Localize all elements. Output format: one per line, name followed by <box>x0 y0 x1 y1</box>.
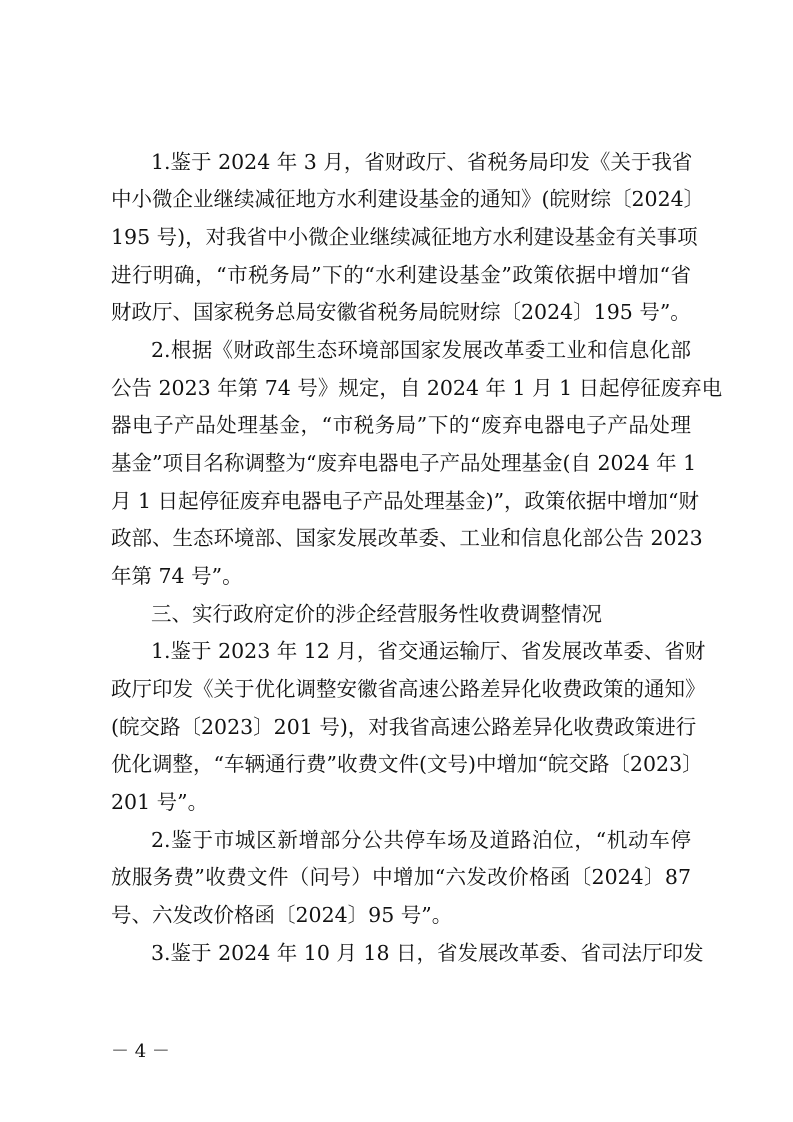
paragraph-line: 195 号)，对我省中小微企业继续减征地方水利建设基金有关事项 <box>111 225 698 249</box>
paragraph-line: 基金”项目名称调整为“废弃电器电子产品处理基金(自 2024 年 1 <box>111 451 697 475</box>
paragraph-line: 政部、生态环境部、国家发展改革委、工业和信息化部公告 2023 <box>111 526 703 550</box>
paragraph-line: 器电子产品处理基金，“市税务局”下的“废弃电器电子产品处理 <box>111 413 691 437</box>
paragraph-line: 号、六发改价格函〔2024〕95 号”。 <box>111 903 453 927</box>
paragraph-line: 优化调整，“车辆通行费”收费文件(文号)中增加“皖交路〔2023〕 <box>111 752 703 776</box>
paragraph-line: 年第 74 号”。 <box>111 564 243 588</box>
paragraph-line: 201 号”。 <box>111 790 209 814</box>
paragraph-line: 2.鉴于市城区新增部分公共停车场及道路泊位，“机动车停 <box>151 828 691 852</box>
paragraph-line: 中小微企业继续减征地方水利建设基金的通知》(皖财综〔2024〕 <box>111 187 705 211</box>
paragraph-line: (皖交路〔2023〕201 号)，对我省高速公路差异化收费政策进行 <box>111 715 697 739</box>
paragraph-line: 月 1 日起停征废弃电器电子产品处理基金)”，政策依据中增加“财 <box>111 489 700 513</box>
paragraph-line: 1.鉴于 2023 年 12 月，省交通运输厅、省发展改革委、省财 <box>151 639 706 663</box>
paragraph-line: 放服务费”收费文件（问号）中增加“六发改价格函〔2024〕87 <box>111 865 691 889</box>
paragraph-line: 进行明确，“市税务局”下的“水利建设基金”政策依据中增加“省 <box>111 263 691 287</box>
paragraph-line: 3.鉴于 2024 年 10 月 18 日，省发展改革委、省司法厅印发 <box>151 941 704 965</box>
paragraph-line: 财政厅、国家税务总局安徽省税务局皖财综〔2024〕195 号”。 <box>111 300 691 324</box>
paragraph-line: 公告 2023 年第 74 号》规定，自 2024 年 1 月 1 日起停征废弃电 <box>111 376 723 400</box>
paragraph-line: 2.根据《财政部生态环境部国家发展改革委工业和信息化部 <box>151 338 691 362</box>
paragraph-line: 1.鉴于 2024 年 3 月，省财政厅、省税务局印发《关于我省 <box>151 150 693 174</box>
page-number: － 4 － <box>111 1041 170 1062</box>
paragraph-line: 政厅印发《关于优化调整安徽省高速公路差异化收费政策的通知》 <box>111 677 706 701</box>
section-heading: 三、实行政府定价的涉企经营服务性收费调整情况 <box>151 602 602 626</box>
